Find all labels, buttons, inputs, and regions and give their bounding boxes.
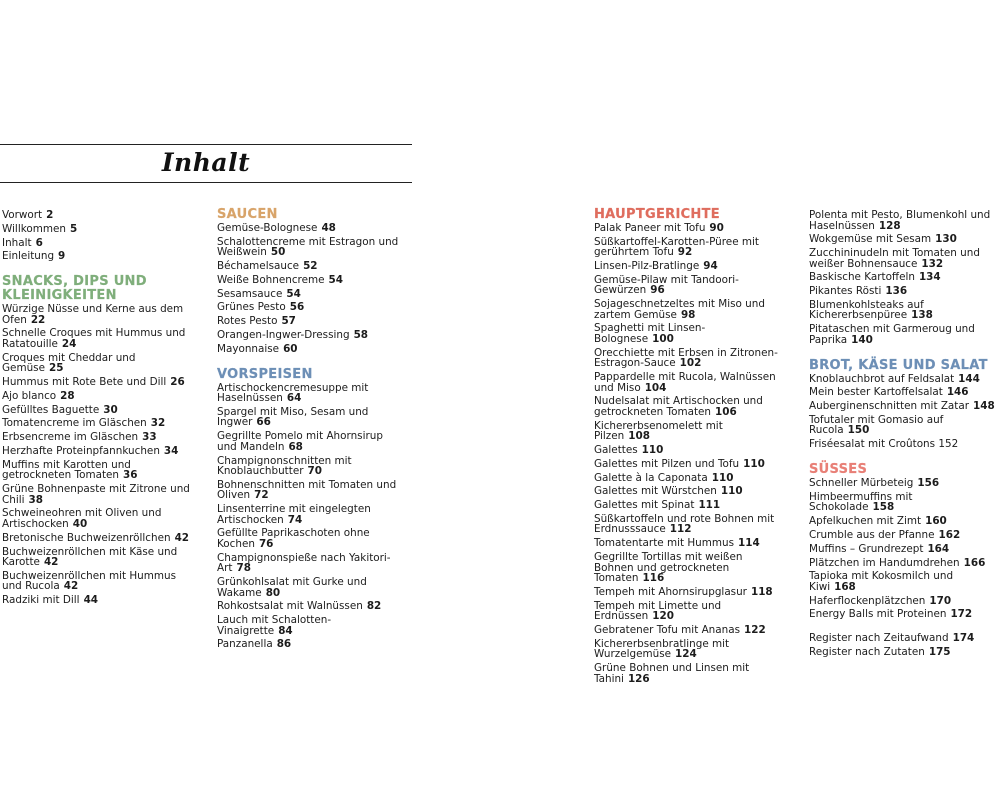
toc-page-number: 156: [917, 477, 940, 490]
toc-entry: [217, 615, 402, 636]
toc-entry: [217, 237, 402, 258]
toc-page-number: 92: [677, 246, 693, 259]
toc-entry-title: Schnelle Croques mit Hummus und Ratatouille: [2, 327, 186, 350]
toc-page-number: 120: [652, 610, 674, 623]
toc-entry-title: Spaghetti mit Linsen-Bolognese: [594, 322, 706, 345]
toc-page-number: 150: [847, 424, 870, 437]
toc-entry: [2, 484, 192, 505]
toc-entry: [809, 234, 999, 245]
toc-entry-title: Grünkohlsalat mit Gurke und Wakame: [217, 576, 367, 599]
toc-entry-title: Rohkostsalat mit Walnüssen: [217, 600, 363, 613]
toc-page-number: 6: [35, 236, 43, 249]
toc-page-number: 54: [286, 287, 301, 300]
title-rule-top: [0, 144, 412, 145]
toc-entry: [2, 460, 192, 481]
toc-entry-title: Béchamelsauce: [217, 260, 300, 273]
toc-page-number: 170: [929, 594, 952, 607]
toc-entry-title: Pappardelle mit Rucola, Walnüssen und Miso: [594, 371, 776, 394]
section-title-suesses: SÜSSES: [809, 462, 868, 478]
toc-entry: [2, 533, 192, 544]
toc-entry-title: Pitataschen mit Garmeroug und Paprika: [809, 323, 975, 346]
toc-entry-title: Süßkartoffel-Karotten-Püree mit gerührtem Tofu: [594, 235, 759, 259]
toc-entry-title: Süßkartoffeln und rote Bohnen mit Erdnusssauce: [594, 512, 775, 536]
toc-entry-title: Baskische Kartoffeln: [809, 271, 915, 284]
toc-entry-title: Spargel mit Miso, Sesam und Ingwer: [217, 405, 369, 429]
toc-entry: [594, 514, 779, 535]
toc-page-number: 34: [163, 445, 179, 458]
toc-entry-title: Apfelkuchen mit Zimt: [809, 515, 922, 528]
toc-page-number: 166: [963, 556, 986, 569]
toc-page-number: 5: [69, 222, 78, 235]
toc-entry: [594, 372, 779, 393]
toc-entry: [217, 577, 402, 598]
toc-entry: [217, 601, 402, 612]
toc-page-number: 148: [973, 400, 995, 413]
toc-entry: [809, 210, 999, 231]
toc-entry: [594, 421, 779, 442]
toc-entry-title: Gefüllte Paprikaschoten ohne Kochen: [217, 527, 370, 550]
section-title-hauptgerichte: HAUPTGERICHTE: [594, 207, 720, 222]
toc-entry-title: Grüne Bohnenpaste mit Zitrone und Chili: [2, 483, 190, 506]
toc-entry-title: Galette à la Caponata: [594, 471, 708, 484]
toc-entry: [2, 210, 192, 221]
toc-entry-title: Schalottencreme mit Estragon und Weißwein: [217, 235, 399, 259]
toc-entry-title: Buchweizenröllchen mit Hummus und Rucola: [2, 569, 177, 593]
toc-page-number: 68: [288, 440, 303, 453]
toc-page-number: 70: [307, 465, 322, 478]
toc-page-number: 22: [30, 313, 46, 326]
toc-entry-title: Haferflockenplätzchen: [809, 594, 926, 607]
section-title-brot: BROT, KÄSE UND SALAT: [809, 357, 988, 373]
toc-entry-title: Willkommen: [2, 222, 66, 235]
toc-entry: [809, 478, 999, 489]
toc-entry-title: Champignonschnitten mit Knoblauchbutter: [217, 454, 352, 478]
toc-page-number: 106: [715, 405, 737, 418]
toc-entry-title: Radziki mit Dill: [2, 594, 80, 607]
toc-entry: [594, 261, 779, 272]
toc-entry-title: Zucchininudeln mit Tomaten und weißer Bohnensauce: [809, 247, 980, 270]
toc-entry-title: Herzhafte Proteinpfannkuchen: [2, 445, 160, 458]
toc-entry-title: Linsenterrine mit eingelegten Artischocken: [217, 503, 371, 526]
toc-page-number: 2: [46, 209, 54, 221]
toc-entry: [2, 391, 192, 402]
toc-page-number: 114: [738, 537, 760, 550]
toc-entry: [809, 596, 999, 607]
toc-entry: [594, 459, 779, 470]
toc-page-number: 28: [60, 389, 75, 402]
toc-page-number: 26: [170, 376, 185, 389]
toc-page-number: 162: [938, 528, 961, 541]
toc-entry-title: Inhalt: [2, 236, 32, 249]
toc-page-number: 56: [289, 301, 305, 314]
toc-entry-title: Crumble aus der Pfanne: [809, 528, 935, 541]
toc-entry: [809, 401, 999, 412]
toc-entry-title: Wokgemüse mit Sesam: [809, 233, 932, 246]
toc-page-number: 100: [652, 332, 674, 345]
toc-entry-title: Ajo blanco: [2, 389, 57, 402]
toc-page-number: 132: [921, 257, 944, 270]
toc-page-number: 172: [950, 608, 973, 621]
toc-page-number: 54: [328, 273, 343, 286]
toc-page-number: 60: [283, 342, 298, 355]
toc-entry: [594, 601, 779, 622]
toc-page-number: 38: [28, 493, 43, 506]
toc-entry-title: Orangen-Ingwer-Dressing: [217, 329, 350, 342]
toc-entry-title: Gemüse-Bolognese: [217, 222, 318, 234]
toc-entry-title: Himbeermuffins mit Schokolade: [809, 490, 913, 514]
toc-entry: [2, 418, 192, 429]
toc-entry: [594, 445, 779, 456]
toc-entry: [594, 625, 779, 636]
toc-entry-title: Grünes Pesto: [217, 301, 286, 314]
toc-entry-title: Tofutaler mit Gomasio auf Rucola: [809, 413, 944, 437]
toc-entry: [809, 300, 999, 321]
toc-entry-title: Grüne Bohnen und Linsen mit Tahini: [594, 662, 750, 685]
toc-entry: [217, 553, 402, 574]
toc-page-number: 9: [58, 250, 66, 263]
toc-page-number: 175: [928, 646, 951, 659]
toc-entry-title: Kichererbsenomelett mit Pilzen: [594, 419, 723, 443]
toc-entry-title: Sojageschnetzeltes mit Miso und zartem Gemüse: [594, 298, 765, 321]
toc-page-number: 58: [353, 329, 369, 342]
toc-entry-title: Erbsencreme im Gläschen: [2, 431, 139, 444]
toc-entry-title: Bohnenschnitten mit Tomaten und Oliven: [217, 478, 397, 502]
toc-entry-title: Mayonnaise: [217, 342, 280, 355]
toc-entry-title: Sesamsauce: [217, 287, 283, 300]
page-title: Inhalt: [161, 148, 251, 177]
toc-entry: [594, 486, 779, 497]
toc-page-number: 110: [641, 443, 664, 456]
toc-entry-title: Energy Balls mit Proteinen: [809, 608, 947, 621]
toc-page-number: 50: [270, 246, 286, 259]
toc-entry-title: Kichererbsenbratlinge mit Wurzelgemüse: [594, 637, 730, 661]
toc-entry-title: Bretonische Buchweizenröllchen: [2, 531, 171, 544]
toc-column-2: [217, 208, 402, 653]
toc-entry-title: Auberginenschnitten mit Zatar: [809, 400, 970, 413]
toc-entry-title: Weiße Bohnencreme: [217, 273, 325, 286]
toc-entry: [2, 328, 192, 349]
toc-entry: [2, 238, 192, 249]
toc-page-number: 80: [265, 586, 281, 599]
toc-page-number: 42: [63, 580, 79, 593]
toc-entry-title: Würzige Nüsse und Kerne aus dem Ofen: [2, 303, 184, 326]
toc-entry-title: Linsen-Pilz-Bratlinge: [594, 260, 700, 273]
toc-entry-title: Register nach Zeitaufwand: [809, 632, 949, 645]
toc-page-number: 112: [669, 523, 692, 536]
toc-entry-title: Lauch mit Schalotten-Vinaigrette: [217, 614, 332, 637]
toc-entry: [809, 374, 999, 385]
toc-page-number: 110: [743, 457, 765, 470]
toc-page-number: 40: [72, 517, 88, 530]
toc-entry-title: Gebratener Tofu mit Ananas: [594, 623, 740, 636]
toc-page-number: 160: [925, 515, 947, 528]
toc-page-number: 33: [142, 431, 157, 444]
toc-page-number: 44: [83, 594, 99, 607]
section-title-saucen: SAUCEN: [217, 207, 278, 222]
toc-page-number: 144: [958, 372, 980, 385]
toc-entry: [594, 552, 779, 584]
toc-page-number: 90: [709, 222, 724, 234]
toc-entry: [809, 248, 999, 269]
toc-entry: [217, 431, 402, 452]
toc-entry: [217, 316, 402, 327]
toc-entry: [809, 544, 999, 555]
toc-page-number: 57: [281, 315, 296, 328]
toc-page-number: 118: [750, 585, 773, 598]
toc-entry-title: Blumenkohlsteaks auf Kichererbsenpüree: [809, 298, 924, 322]
toc-entry: [594, 299, 779, 320]
toc-page-number: 86: [276, 638, 292, 651]
toc-entry-title: Knoblauchbrot auf Feldsalat: [809, 372, 955, 385]
toc-page-number: 164: [927, 542, 950, 555]
toc-page-number: 30: [103, 403, 118, 416]
toc-entry-title: Galettes mit Spinat: [594, 499, 695, 512]
toc-entry-title: Nudelsalat mit Artischocken und getrockneten Tomaten: [594, 395, 763, 418]
toc-entry: [217, 275, 402, 286]
toc-entry: [809, 286, 999, 297]
toc-entry-title: Vorwort: [2, 209, 43, 221]
toc-page-number: 104: [644, 381, 667, 394]
toc-entry: [809, 324, 999, 345]
toc-entry: [594, 323, 779, 344]
toc-entry-title: Pikantes Rösti: [809, 285, 882, 298]
toc-column-3: [594, 208, 779, 687]
toc-entry-title: Palak Paneer mit Tofu: [594, 222, 706, 234]
toc-entry-title: Muffins mit Karotten und getrockneten Tomaten: [2, 458, 131, 482]
toc-column-4: [809, 210, 999, 661]
toc-page-number: 124: [675, 648, 697, 661]
toc-entry-title: Tomatentarte mit Hummus: [594, 537, 734, 550]
toc-page-number: 94: [703, 260, 718, 273]
toc-page-number: 130: [935, 233, 957, 246]
toc-entry: [217, 261, 402, 272]
toc-entry: [594, 587, 779, 598]
toc-entry-title: Gegrillte Pomelo mit Ahornsirup und Mandeln: [217, 430, 383, 453]
toc-page-number: 102: [679, 357, 702, 370]
toc-entry: [2, 508, 192, 529]
toc-entry: [594, 639, 779, 660]
toc-page-number: 96: [650, 284, 665, 297]
toc-page-number: 158: [872, 501, 895, 514]
toc-page-number: 76: [258, 537, 274, 550]
toc-page-number: 98: [680, 308, 696, 321]
toc-entry: [2, 353, 192, 374]
toc-entry: [217, 330, 402, 341]
toc-entry: [809, 272, 999, 283]
toc-entry-title: Rotes Pesto: [217, 315, 278, 328]
toc-entry: [594, 275, 779, 296]
toc-entry: [594, 396, 779, 417]
toc-entry-title: Artischockencremesuppe mit Haselnüssen: [217, 381, 369, 405]
toc-entry: [809, 609, 999, 620]
toc-entry: [217, 383, 402, 404]
toc-entry: [809, 439, 999, 450]
toc-page-number: 168: [834, 580, 856, 593]
toc-page-number: 140: [851, 333, 873, 346]
toc-entry-title: Friséesalat mit Croûtons 152: [809, 438, 959, 451]
toc-entry: [217, 223, 402, 234]
toc-page-number: 111: [698, 499, 721, 512]
toc-entry: [809, 516, 999, 527]
toc-entry: [594, 538, 779, 549]
toc-entry-title: Tempeh mit Limette und Erdnüssen: [594, 599, 722, 623]
toc-entry-title: Hummus mit Rote Bete und Dill: [2, 376, 167, 389]
toc-entry: [217, 639, 402, 650]
toc-entry-title: Galettes: [594, 443, 638, 456]
toc-entry: [2, 304, 192, 325]
toc-page-number: 126: [627, 672, 650, 685]
toc-entry-title: Champignonspieße nach Yakitori-Art: [217, 551, 391, 575]
toc-page-number: 84: [278, 624, 293, 637]
toc-page-number: 42: [174, 531, 190, 544]
toc-page-number: 74: [287, 513, 303, 526]
toc-entry-title: Einleitung: [2, 250, 55, 263]
toc-entry: [2, 595, 192, 606]
toc-entry: [217, 456, 402, 477]
toc-entry: [2, 571, 192, 592]
toc-column-1: [2, 210, 192, 609]
toc-page-number: 134: [918, 271, 941, 284]
toc-entry-title: Tempeh mit Ahornsirupglasur: [594, 585, 747, 598]
toc-page-number: 138: [911, 309, 933, 322]
toc-entry-title: Tapioka mit Kokosmilch und Kiwi: [809, 570, 954, 593]
toc-entry-title: Muffins – Grundrezept: [809, 542, 924, 555]
toc-entry: [594, 237, 779, 258]
toc-entry-title: Gegrillte Tortillas mit weißen Bohnen und getrockneten Tomaten: [594, 551, 743, 585]
toc-page-number: 72: [254, 489, 269, 502]
section-title-snacks: SNACKS, DIPS UND KLEINIGKEITEN: [2, 274, 147, 304]
toc-entry: [594, 473, 779, 484]
toc-entry-title: Gemüse-Pilaw mit Tandoori-Gewürzen: [594, 273, 739, 297]
toc-entry-title: Orecchiette mit Erbsen in Zitronen-Estragon-Sauce: [594, 346, 778, 370]
toc-entry: [594, 500, 779, 511]
toc-page-number: 122: [744, 623, 766, 636]
toc-page-number: 64: [286, 392, 302, 405]
toc-entry-title: Galettes mit Würstchen: [594, 485, 717, 498]
toc-entry-title: Plätzchen im Handumdrehen: [809, 556, 960, 569]
toc-entry-title: Polenta mit Pesto, Blumenkohl und Haselnüssen: [809, 209, 991, 232]
toc-entry: [2, 251, 192, 262]
toc-entry: [217, 480, 402, 501]
toc-entry: [217, 302, 402, 313]
toc-entry-title: Galettes mit Pilzen und Tofu: [594, 457, 740, 470]
toc-entry: [2, 377, 192, 388]
toc-page-number: 78: [236, 562, 251, 575]
toc-entry: [809, 633, 999, 644]
toc-page-number: 82: [366, 600, 382, 613]
toc-entry-title: Gefülltes Baguette: [2, 403, 100, 416]
toc-entry-title: Schneller Mürbeteig: [809, 477, 914, 490]
section-title-vorspeisen: VORSPEISEN: [217, 366, 313, 382]
toc-entry-title: Register nach Zutaten: [809, 646, 925, 659]
toc-entry-title: Croques mit Cheddar und Gemüse: [2, 351, 136, 375]
toc-entry: [2, 405, 192, 416]
toc-entry: [2, 224, 192, 235]
toc-page-number: 136: [885, 285, 908, 298]
toc-entry: [2, 547, 192, 568]
toc-page-number: 48: [321, 222, 336, 234]
toc-page-number: 24: [61, 337, 77, 350]
toc-page-number: 110: [720, 485, 743, 498]
toc-page-number: 108: [628, 430, 650, 443]
toc-page-number: 25: [48, 362, 64, 375]
toc-entry: [2, 446, 192, 457]
toc-page-number: 36: [123, 469, 138, 482]
toc-entry: [217, 504, 402, 525]
toc-entry: [594, 663, 779, 684]
toc-page-number: 110: [711, 471, 734, 484]
toc-entry: [2, 432, 192, 443]
toc-page-number: 174: [952, 632, 975, 645]
toc-entry-title: Mein bester Kartoffelsalat: [809, 386, 943, 399]
toc-page-number: 52: [303, 260, 318, 273]
toc-entry: [217, 528, 402, 549]
toc-page-number: 116: [642, 572, 665, 585]
toc-entry: [594, 223, 779, 234]
toc-entry-title: Tomatencreme im Gläschen: [2, 417, 147, 430]
toc-entry: [217, 344, 402, 355]
toc-entry: [594, 348, 779, 369]
toc-entry: [809, 387, 999, 398]
toc-entry: [217, 407, 402, 428]
toc-entry: [809, 571, 999, 592]
toc-entry: [809, 647, 999, 658]
toc-entry: [809, 415, 999, 436]
toc-entry: [217, 289, 402, 300]
toc-entry-title: Buchweizenröllchen mit Käse und Karotte: [2, 545, 178, 569]
toc-entry: [809, 492, 999, 513]
title-rule-bottom: [0, 182, 412, 183]
toc-entry: [809, 558, 999, 569]
toc-page-number: 146: [946, 386, 969, 399]
toc-page-number: 32: [150, 417, 166, 430]
toc-entry-title: Panzanella: [217, 638, 273, 651]
toc-page-number: 66: [256, 416, 271, 429]
toc-page-number: 128: [878, 219, 901, 232]
toc-page-number: 42: [43, 556, 59, 569]
toc-entry-title: Schweineohren mit Oliven und Artischocken: [2, 507, 162, 530]
toc-entry: [809, 530, 999, 541]
